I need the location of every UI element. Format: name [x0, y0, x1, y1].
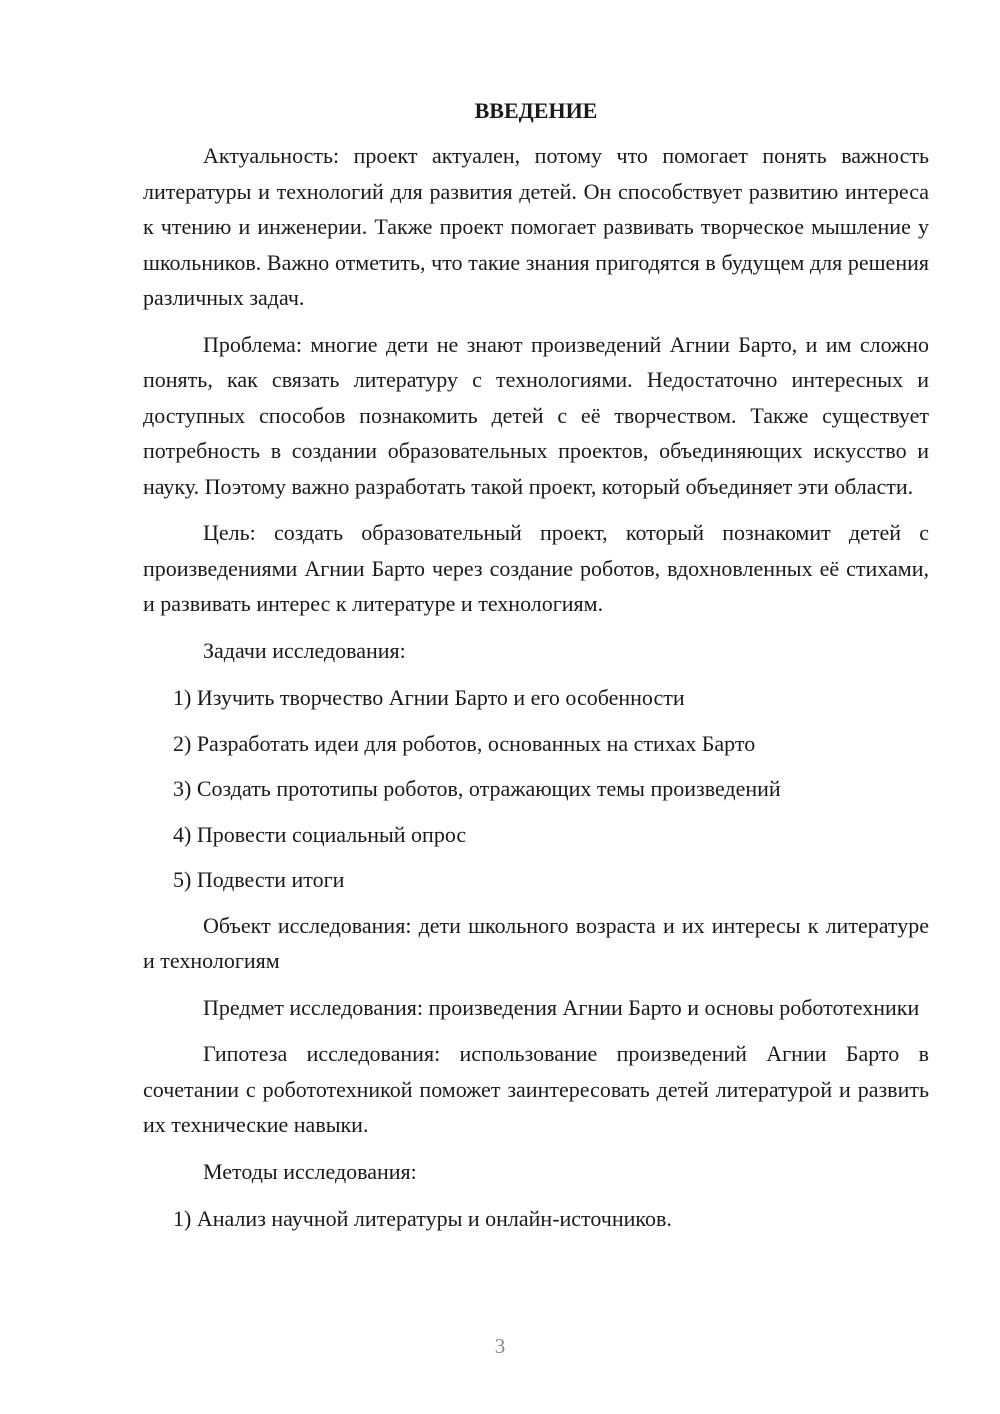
hypothesis-paragraph: Гипотеза исследования: использование произведений Агнии Барто в сочетании с робототехникой поможет заинтересовать детей литературой и развить их технические навыки.	[143, 1041, 929, 1137]
methods-heading: Методы исследования:	[203, 1158, 417, 1184]
methods-list	[143, 1201, 929, 1237]
task-item: 4) Провести социальный опрос	[173, 821, 467, 847]
page-title: ВВЕДЕНИЕ	[474, 98, 598, 123]
object-paragraph: Объект исследования: дети школьного возраста и их интересы к литературе и технологиям	[143, 912, 929, 973]
task-item: 1) Изучить творчество Агнии Барто и его особенности	[173, 685, 685, 710]
page-number: 3	[494, 1334, 506, 1358]
subject-paragraph: Предмет исследования: произведения Агнии Барто и основы робототехники	[203, 994, 920, 1020]
task-item: 2) Разработать идеи для роботов, основанных на стихах Барто	[173, 730, 756, 756]
task-item: 5) Подвести итоги	[173, 867, 345, 892]
goal-paragraph: Цель: создать образовательный проект, который познакомит детей с произведениями Агнии Барто через создание роботов, вдохновленных её стихами, и развивать интерес к литературе и технологиям.	[143, 520, 929, 616]
problem-paragraph: Проблема: многие дети не знают произведений Агнии Барто, и им сложно понять, как связать литературу с технологиями. Недостаточно интересных и доступных способов познакомить детей с её творчеством. Также существует потребность в создании образовательных проектов, объединяющих искусство и науку. Поэтому важно разработать такой проект, который объединяет эти области.	[143, 331, 929, 499]
method-item: 1) Анализ научной литературы и онлайн-источников.	[173, 1206, 672, 1231]
page-content	[143, 96, 929, 1247]
tasks-heading: Задачи исследования:	[203, 637, 406, 663]
relevance-paragraph: Актуальность: проект актуален, потому что помогает понять важность литературы и технологий для развития детей. Он способствует развитию интереса к чтению и инженерии. Также проект помогает развивать творческое мышление у школьников. Важно отметить, что такие знания пригодятся в будущем для решения различных задач.	[143, 143, 929, 310]
task-item: 3) Создать прототипы роботов, отражающих темы произведений	[173, 776, 781, 801]
tasks-list	[143, 680, 929, 898]
